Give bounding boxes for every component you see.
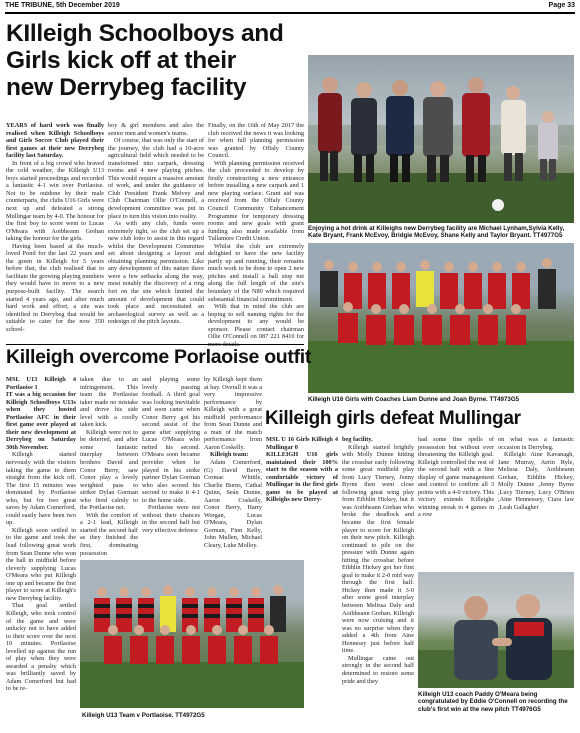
back-row-players — [320, 269, 556, 309]
coach-figure — [454, 596, 498, 680]
story2-scoreline: MSL U13 Killeigh 4 Portlaoise 1 — [6, 376, 76, 391]
story3-headline: Killeigh girls defeat Mullingar — [265, 408, 521, 429]
girls-team-photo-caption: Killeigh U16 Girls with Coaches Liam Dunne and Joan Byrne. TT4973G5 — [308, 396, 520, 403]
story2-column-4: by Killeigh kept them at bay. Overall it was a very impressive performance by Killeigh with a great midfield performance from Sean Dunne and a man of the match performance from Aaron Coskelly. Killeigh team: Adam Comerford, (G) David Berry, Cormac Whittle, Charlie Burns, Cathal Quinn, Seán Dunne, Aaron Coskelly, Conor Berry, Harry Worgan, Lucas O'Meara, Dylan Gorman, Finn Kelly, John Mullen, Michael Cleary, Luke Molloy. — [204, 376, 262, 550]
story3-column-3: had some fine spells of possession but without ever threatening the Killeigh goal. Killeigh controlled the rest of the second half with a fine display of game management and control to confirm all 3 points with a 4-0 victory. This victory extends Killeighs winning streak to 4 games in a row — [418, 436, 494, 519]
story2-column-2: taken due to an infringement. This team the Portlaoise taker made no mistake and drove his side level with a coolly taken kick. Killeigh were not to be deterred, and after some fantastic interplay between brothers David and Conor Berry, saw Conor play a lovely weighted pass to striker Dylan Gorman who fired calmly to the Portlaoise net. With the comfort of a 2-1 lead, Killeigh started the second half as they finished the first, dominating possession — [80, 376, 138, 557]
coach-photo-illustration — [418, 572, 574, 688]
story2-headline: Killeigh overcome Porlaoise outfit — [6, 346, 312, 368]
story3-column-4: on what was a fantastic occasion in Derrybeg. Killeigh: Aine Kavanagh, Jane Murray, Aerin Ryle, Melissa Daly, Aoibheann Grehan, Eibhlin Hickey, Molly Dunne ,Jenny Byrne ,Lucy Tierney, Lucy O'Brien ,Aine Hennessey, Ciara law ,Leah Gallagher — [498, 436, 574, 511]
people-figures — [318, 77, 558, 182]
group-photo-illustration — [308, 55, 574, 223]
story3-column-2: beg facility. Killeigh started brightly with Molly Dunne hitting the crossbar early following some great midfield play from Lucy Tierney, Jenny Byrne then went close following great wing play from Eibhlin Hickey, but it was Aoibheann Grehan who broke the deadlock and became the first female player to score for Killeigh on their new pitch. Killeigh continued to pile on the pressure with Dunne again hitting the crossbar before Eibhlin Hickey got her first goal to make it 2-0 mid way through the first half. Hickey then made it 3-0 after some good interplay between Melissa Daly and Aoibheann Grehan. Killeigh were now cruising and it was no surprise when they added a 4th from Aine Hennessy just before half time. Mullingar came out strongly in the second half determined to restore some pride and they — [342, 436, 414, 685]
u13-team-photo — [80, 560, 304, 708]
chairman-figure — [506, 594, 552, 680]
u13-team-illustration — [80, 560, 304, 708]
divider-rule — [6, 344, 304, 345]
coach-photo — [418, 572, 574, 688]
page-number: Page 33 — [548, 2, 575, 9]
football — [492, 199, 504, 211]
story1-column-2: boy & girl members and also the senior men and women's teams. Of course, that was only the start of the journey, the club had a 10-acre agricultural field which needed to be transformed into carpark, dressing rooms and 4 new playing pitches. This would require a massive amount of work, and under the guidance of Club President Frank Melvey and Club Chairman Ollie O'Connell, a development committee was put in place to turn this vision into reality. As with any club, funds were extremely tight, so the club set up a new club lotto to assist in this regard whilst the Development Committee set about designing a layout and obtaining planning permission. Like any development of this nature there were a few setbacks along the way, most notably the discovery of a ring fort on the site which limited the amount of development that could took place and necessitated an archaeological survey as well as a redesign of the pitch layouts. — [108, 122, 204, 326]
girls-team-illustration — [308, 243, 574, 393]
group-photo-caption: Enjoying a hot drink at Killeighs new Derrybeg facility are Michael Lynham,Sylvia Kelly, Kate Bryant, Frank McEvoy, Bridgie McEvoy, Shane Kelly and Taylor Bryant. TT4977G5 — [308, 225, 565, 240]
girls-team-photo — [308, 243, 574, 393]
group-photo — [308, 55, 574, 223]
u13-team-photo-caption: Killeigh U13 Team v Portlaoise. TT4972G5 — [82, 712, 205, 719]
front-row-players — [338, 313, 526, 345]
story1-headline: KIlleigh Schoolboys and Girls kick off at their new Derrybeg facility — [6, 20, 284, 101]
story2-column-3: and playing some lovely passing football. A third goal was looking inevitable and soon came when Conor Berry got his second assist of the game after supplying Lucas O'Meara who netted his second. O'Meara soon became provider when he played in his strike partner Dylan Gorman who also scored his second to make it 4-1 to the home side. Portlaoise were not without their chances in the second half but very effective defence — [142, 376, 200, 534]
story3-scoreline: MSL U 16 Girls Killeigh 4 Mullingar 0 — [266, 436, 338, 451]
u13-front-row — [104, 636, 278, 664]
issue-date: THE TRIBUNE, 5th December 2019 — [5, 2, 120, 9]
page-header — [5, 2, 575, 14]
story2-column-1: MSL U13 Killeigh 4 Portlaoise 1 IT was a big occasion for Killeigh Schoolboys U13s when they hosted Portlaoise AFC in their first game over played at their new development at Derrybeg on Saturday 30th November. Killeigh started nervously with the visitors taking the game to them straight from the kick off. The first 15 minutes was dominated by Portlaoise who, but for two great saves by Adam Comerford, could easily have been two up. Killeigh soon settled in to the game and took the lead following great work from Sean Dunne who won the ball in midfield before cleverly supplying Lucas O'Meara who put Killeigh one up and became the first player to score at Killeigh's new Derrybeg facility. That goal settled Killeigh, who took control of the game and were unlucky not to have added to their score over the next 10 minutes. Portlaoise levelled up against the run of play when they were awarded a penalty which was brilliantly saved by Adam Comerford but had to be re- — [6, 376, 76, 693]
story3-column-1: MSL U 16 Girls Killeigh 4 Mullingar 0 KILLEIGH U16 girls maintained their 100% start to the season with a comfortable victory of Mullingar in the first girls game to be played at Killeighs new Derry- — [266, 436, 338, 504]
handshake — [492, 638, 512, 646]
story1-column-3: Finally, on the 16th of May 2017 the club received the news it was looking for when full planning permission was granted by Offaly County Council. With planning permission received the club proceeded to develop by firstly constructing a new entrance before installing a new carpark and 1 new playing surface. Grant aid was received from the Offaly County Council Community Enhancement Programme for temporary dressing rooms and new goals with grant funding also made available from Tullamore Credit Union. Whilst the club are extremely delighted to have the new facility partly up and running, their remains much work to be done to open 2 new pitches and install a ball stop net along the full length of the site's boundary of the N80 which required substantial financial commitment. With that in mind the club are hoping to sell naming rights for the development to any would be sponsor. Please contact chairman Ollie O'Connell on 087 221 8410 for — [208, 122, 304, 341]
story1-column-1: YEARS of hard work was finally realised when Killeigh Schoolboys and Girls Soccer Club played their first games at their new Derrybeg facility last Saturday. In front of a big crowd who braved the cold weather, the Killeigh U13 boys started proceedings and recorded a fantastic 4-1 win over Portlaoise. Not to be outdone by their male counterparts, the clubs U16 Girls were next up and defeated a strong Mullingar team by 4-0. The honour for the first boy to score went to Lucas O'Meara with Aoibheann Grehan taking the honour for the girls. Having been based at the much-loved Pond for the last 22 years and the green in Killeigh for 5 years before that, the club realised that to facilitate the growing playing numbers they would have to move to a new purpose-built facility. The search started 4 years ago, and after much hard work and effort, a site was identified in Derrybeg that would be suitable to cater for the now 350 school- — [6, 122, 104, 333]
coach-photo-caption: Killeigh U13 coach Paddy O'Meara being congratulated by Eddie O'Connell on recording the club's first win at the new pitch TT4976G5 — [418, 691, 568, 713]
